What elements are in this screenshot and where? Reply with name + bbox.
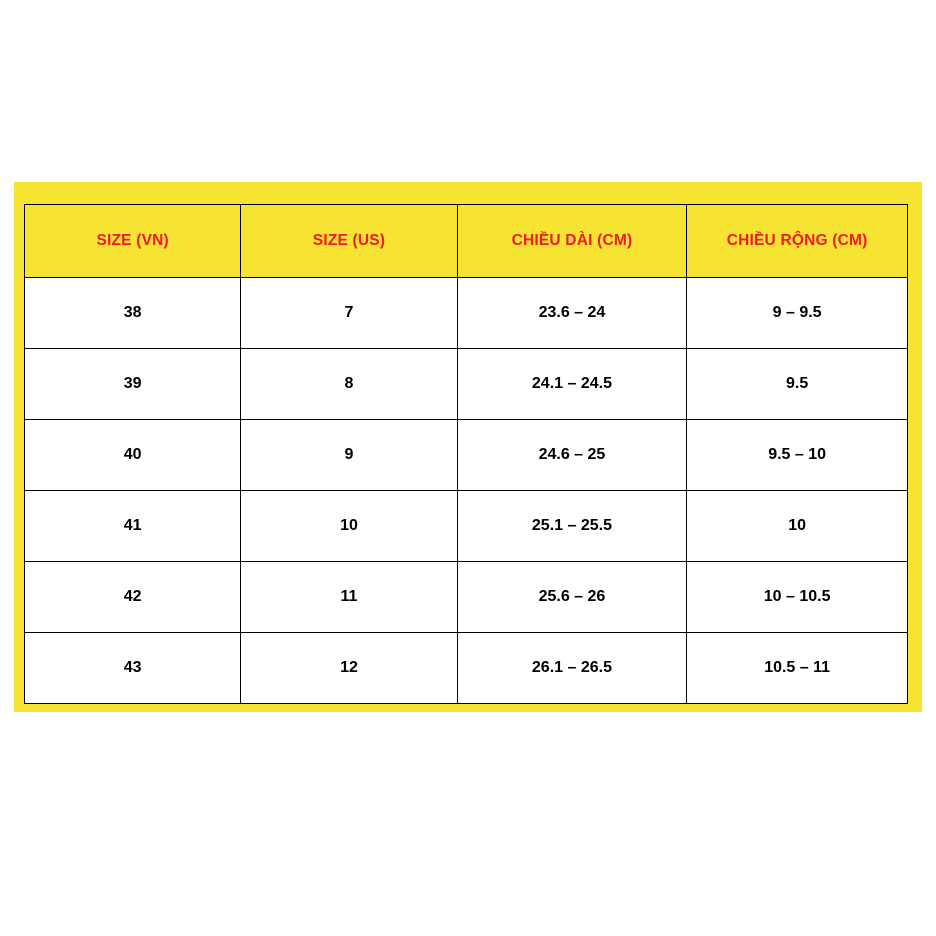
cell-length-cm: 26.1 – 26.5 xyxy=(457,633,687,704)
table-header-row xyxy=(25,205,908,278)
table-header xyxy=(25,205,908,278)
cell-size-vn: 39 xyxy=(25,349,241,420)
table-row xyxy=(25,562,908,633)
cell-length-cm: 25.1 – 25.5 xyxy=(457,491,687,562)
column-header-length-cm: CHIỀU DÀI (CM) xyxy=(457,205,687,278)
cell-size-vn: 41 xyxy=(25,491,241,562)
cell-width-cm: 10.5 – 11 xyxy=(687,633,908,704)
table-row xyxy=(25,420,908,491)
cell-length-cm: 24.1 – 24.5 xyxy=(457,349,687,420)
cell-size-us: 7 xyxy=(241,278,457,349)
size-chart-table xyxy=(24,204,908,704)
cell-length-cm: 23.6 – 24 xyxy=(457,278,687,349)
cell-size-vn: 40 xyxy=(25,420,241,491)
cell-size-vn: 38 xyxy=(25,278,241,349)
cell-length-cm: 25.6 – 26 xyxy=(457,562,687,633)
cell-size-us: 11 xyxy=(241,562,457,633)
table-row xyxy=(25,633,908,704)
cell-size-vn: 43 xyxy=(25,633,241,704)
cell-width-cm: 9.5 xyxy=(687,349,908,420)
table-row xyxy=(25,491,908,562)
cell-width-cm: 9 – 9.5 xyxy=(687,278,908,349)
size-chart-frame xyxy=(14,182,922,712)
cell-width-cm: 10 – 10.5 xyxy=(687,562,908,633)
column-header-size-vn: SIZE (VN) xyxy=(25,205,241,278)
cell-size-us: 8 xyxy=(241,349,457,420)
cell-size-us: 12 xyxy=(241,633,457,704)
cell-width-cm: 9.5 – 10 xyxy=(687,420,908,491)
table-row xyxy=(25,349,908,420)
cell-size-us: 9 xyxy=(241,420,457,491)
cell-width-cm: 10 xyxy=(687,491,908,562)
cell-size-vn: 42 xyxy=(25,562,241,633)
column-header-width-cm: CHIỀU RỘNG (CM) xyxy=(687,205,908,278)
cell-size-us: 10 xyxy=(241,491,457,562)
column-header-size-us: SIZE (US) xyxy=(241,205,457,278)
table-row xyxy=(25,278,908,349)
cell-length-cm: 24.6 – 25 xyxy=(457,420,687,491)
table-body xyxy=(25,278,908,704)
